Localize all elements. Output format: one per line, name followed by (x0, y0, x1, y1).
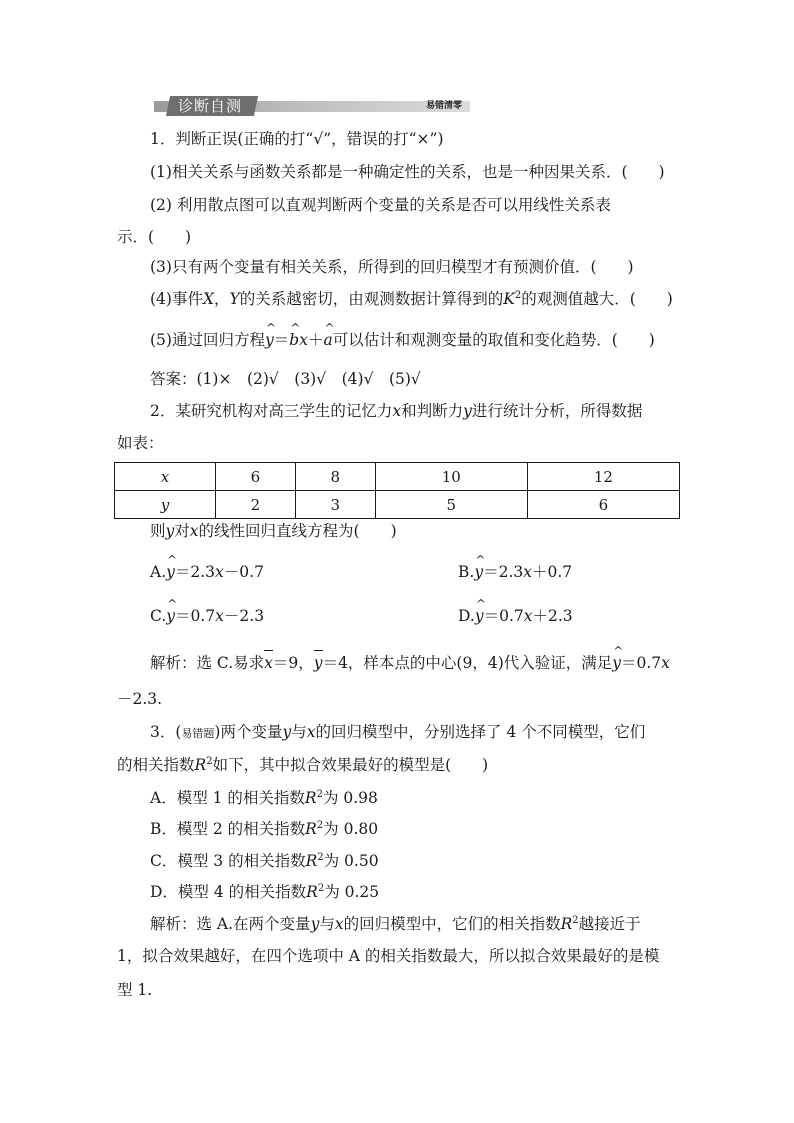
math-var: X (202, 290, 215, 308)
math-var-hat: ^ y (474, 561, 483, 583)
text: 则 (150, 522, 166, 540)
math-var-hat: ^ y (475, 605, 484, 627)
math-var: y (165, 522, 175, 540)
option-label: B. (458, 563, 475, 581)
q3-option-a (150, 787, 378, 809)
text: ＝0.7 (483, 607, 524, 625)
text: 为 0.80 (323, 820, 379, 838)
table-header-y: y (115, 491, 216, 519)
text: 解析：选 C.易求 (150, 654, 265, 672)
text: )两个变量 (214, 723, 283, 741)
table-cell: 5 (375, 491, 527, 519)
superscript: 2 (316, 788, 323, 800)
math-var: x (215, 607, 224, 625)
q2-solution-a (150, 652, 670, 674)
option-label: C. (150, 607, 167, 625)
text: 可以估计和观测变量的取值和变化趋势．( ) (332, 331, 655, 349)
text: 的回归模型中，分别选择了 4 个不同模型，它们 (315, 723, 646, 741)
text: 越接近于 (578, 915, 641, 933)
math-var: x (215, 563, 224, 581)
text: (5)通过回归方程 (150, 331, 265, 349)
banner-title: 诊断自测 (178, 97, 243, 115)
math-var: R (560, 915, 573, 933)
q3-option-d (150, 881, 379, 903)
math-var: Y (229, 290, 240, 308)
q3-option-c (150, 850, 379, 872)
q1-statement-1: (1)相关关系与函数关系都是一种确定性的关系，也是一种因果关系．( ) (150, 163, 665, 181)
text: 与 (319, 915, 335, 933)
q2-solution-b: －2.3. (117, 690, 163, 708)
text: ＝2.3 (483, 563, 524, 581)
math-var-hat: ^ y (166, 605, 175, 627)
math-var-hat: ^ y (265, 329, 274, 351)
math-var-bar: x (264, 654, 273, 672)
text: C．模型 3 的相关指数 (150, 852, 306, 870)
math-var: y (282, 723, 292, 741)
table-cell: 6 (527, 491, 679, 519)
math-var-hat: ^ b (289, 329, 299, 351)
math-var: y (310, 915, 320, 933)
text: ＋2.3 (532, 607, 573, 625)
text: ＝9， (272, 654, 314, 672)
text: ＝2.3 (174, 563, 216, 581)
table-row (115, 491, 680, 519)
math-var: x (306, 723, 316, 741)
text: ＝4，样本点的中心(9，4)代入验证，满足 (322, 654, 613, 672)
text: ＋0.7 (532, 563, 573, 581)
banner-tag: 易错清零 (425, 101, 462, 111)
text: ＝0.7 (175, 607, 216, 625)
text: (4)事件 (150, 290, 203, 308)
q3-solution-c: 型 1. (117, 981, 153, 999)
text: 的关系越密切，由观测数据计算得到的 (239, 290, 504, 308)
math-var: x (392, 402, 402, 420)
math-var-hat: ^ a (323, 329, 332, 351)
q3-prompt-a (150, 721, 645, 745)
superscript: 2 (206, 755, 213, 767)
text: 对 (174, 522, 190, 540)
q1-statement-5 (150, 329, 655, 351)
text: －2.3 (223, 607, 265, 625)
text: 的观测值越大．( ) (521, 290, 673, 308)
q1-statement-4 (150, 288, 673, 310)
text: 的线性回归直线方程为( ) (198, 522, 397, 540)
table-cell: 8 (295, 463, 375, 491)
text: ， (214, 290, 230, 308)
table-header-x: x (115, 463, 216, 491)
q3-prompt-b (117, 754, 488, 776)
math-var: R (194, 756, 207, 774)
math-var: x (299, 331, 308, 349)
math-var: x (334, 915, 344, 933)
math-var: R (304, 789, 317, 807)
table-cell: 2 (216, 491, 296, 519)
table-cell: 3 (295, 491, 375, 519)
q1-prompt: 1．判断正误(正确的打“√”，错误的打“×”) (150, 130, 444, 148)
text: 2．某研究机构对高三学生的记忆力 (150, 402, 393, 420)
q2-ask (150, 520, 397, 542)
text: 的相关指数 (117, 756, 195, 774)
section-banner (154, 96, 470, 116)
superscript: 2 (514, 289, 522, 301)
text: 为 0.25 (324, 883, 380, 901)
text: 为 0.98 (322, 789, 378, 807)
option-label: A. (150, 563, 167, 581)
superscript: 2 (572, 914, 579, 926)
math-var: R (306, 883, 318, 901)
q2-prompt-b: 如表： (117, 434, 164, 452)
math-var: x (661, 654, 670, 672)
q2-option-d (458, 605, 573, 627)
q3-solution-a (150, 913, 641, 935)
superscript: 2 (317, 851, 324, 863)
math-var-hat: ^ y (166, 561, 175, 583)
text: 和判断力 (401, 402, 464, 420)
text: 解析：选 A.在两个变量 (150, 915, 311, 933)
q1-answer: 答案：(1)× (2)√ (3)√ (4)√ (5)√ (150, 370, 421, 388)
text: －0.7 (223, 563, 264, 581)
q1-statement-3: (3)只有两个变量有相关关系，所得到的回归模型才有预测价值．( ) (150, 258, 634, 276)
text: D．模型 4 的相关指数 (150, 883, 307, 901)
superscript: 2 (317, 882, 325, 894)
q2-prompt-a (150, 400, 642, 422)
math-var-hat: ^ y (612, 652, 621, 674)
math-var: R (305, 852, 318, 870)
text: 与 (291, 723, 307, 741)
q1-statement-2b: 示．( ) (117, 228, 192, 246)
text: 进行统计分析，所得数据 (471, 402, 643, 420)
text: 为 0.50 (323, 852, 379, 870)
table-row (115, 463, 680, 491)
option-label: D. (458, 607, 475, 625)
math-var: K (503, 290, 515, 308)
math-var: x (189, 522, 199, 540)
table-cell: 6 (216, 463, 296, 491)
q2-option-b (458, 561, 572, 583)
question-tag: 易错题 (181, 727, 215, 740)
q1-statement-2a: (2) 利用散点图可以直观判断两个变量的关系是否可以用线性关系表 (150, 196, 611, 214)
q2-option-c (150, 605, 264, 627)
superscript: 2 (316, 819, 324, 831)
math-var-bar: y (313, 654, 323, 672)
data-table (114, 462, 680, 519)
math-var: x (523, 607, 533, 625)
math-var: R (305, 820, 317, 838)
table-cell: 12 (527, 463, 679, 491)
q3-option-b (150, 818, 378, 840)
q3-solution-b: 1，拟合效果越好，在四个选项中 A 的相关指数最大，所以拟合效果最好的是模 (117, 947, 660, 965)
math-var: x (523, 563, 532, 581)
text: ＋ (307, 331, 324, 349)
text: B．模型 2 的相关指数 (150, 820, 306, 838)
text: 的回归模型中，它们的相关指数 (343, 915, 561, 933)
text: ＝ (273, 331, 290, 349)
text: ＝0.7 (621, 654, 662, 672)
table-cell: 10 (375, 463, 527, 491)
text: 3．( (150, 723, 182, 741)
q2-option-a (150, 561, 264, 583)
math-var: y (463, 402, 472, 420)
text: 如下，其中拟合效果最好的模型是( ) (212, 756, 489, 774)
text: A．模型 1 的相关指数 (150, 789, 305, 807)
